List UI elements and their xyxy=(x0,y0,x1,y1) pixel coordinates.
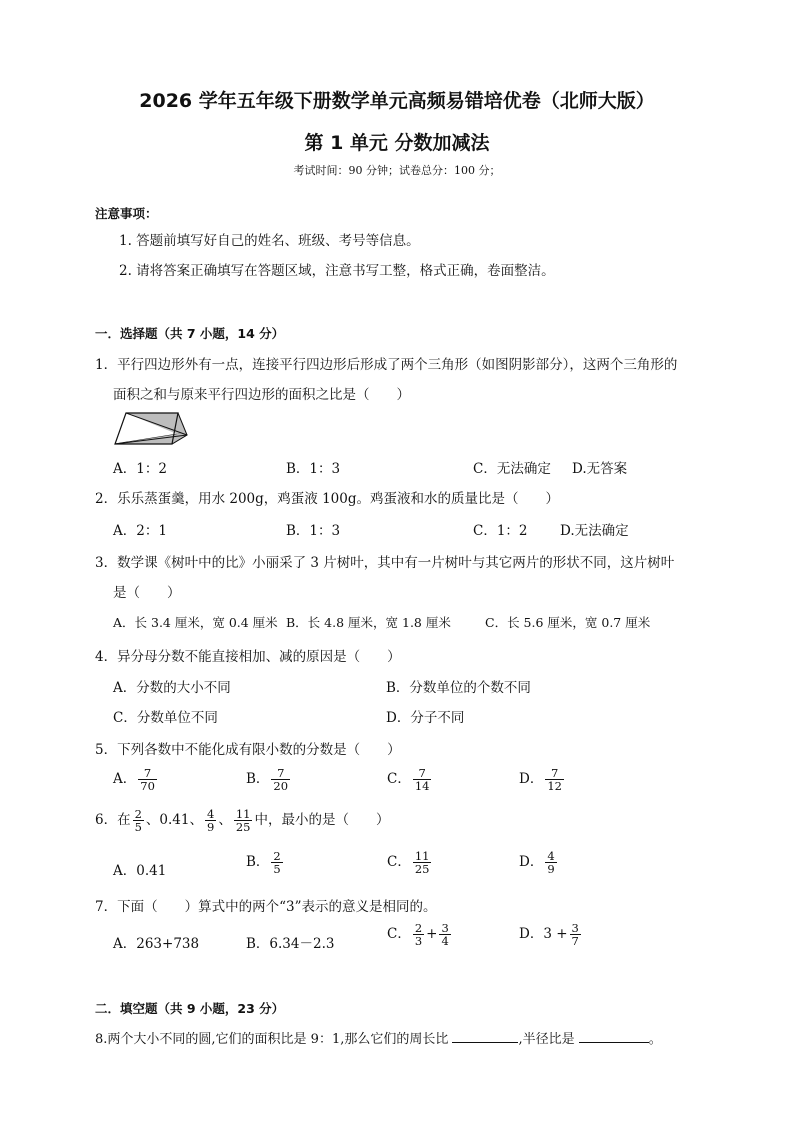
q5-option-a[interactable] xyxy=(113,767,159,792)
q1-option-b[interactable]: B．1：3 xyxy=(286,461,341,477)
q2-option-c[interactable]: C．1：2 xyxy=(473,523,528,539)
text: 8.两个大小不同的圆,它们的面积比是 9：1,那么它们的周长比 xyxy=(95,1032,449,1047)
note-item: 2. 请将答案正确填写在答题区域，注意书写工整，格式正确，卷面整洁。 xyxy=(119,263,555,279)
denominator: 4 xyxy=(441,934,449,948)
page-title: 2026 学年五年级下册数学单元高频易错培优卷（北师大版） xyxy=(139,90,655,112)
denominator: 7 xyxy=(571,934,579,948)
q3-option-c[interactable]: C．长 5.6 厘米，宽 0.7 厘米 xyxy=(485,615,651,630)
numerator: 7 xyxy=(418,766,426,780)
numerator: 2 xyxy=(134,807,142,821)
operator: + xyxy=(426,926,438,942)
note-item: 1. 答题前填写好自己的姓名、班级、考号等信息。 xyxy=(119,233,420,249)
q6-option-d[interactable] xyxy=(519,850,559,875)
text: 中，最小的是（ ） xyxy=(254,812,390,828)
fraction xyxy=(570,922,581,947)
q7-option-c[interactable] xyxy=(387,922,453,947)
q4-option-d[interactable]: D．分子不同 xyxy=(386,710,465,726)
option-letter: D． xyxy=(519,926,544,942)
numerator: 2 xyxy=(414,921,423,935)
question-1-text-cont: 面积之和与原来平行四边形的面积之比是（ ） xyxy=(113,387,410,403)
q5-option-b[interactable] xyxy=(246,767,292,792)
notes-heading: 注意事项： xyxy=(95,206,158,221)
denominator: 12 xyxy=(547,779,562,793)
question-2-text: 2．乐乐蒸蛋羹，用水 200g，鸡蛋液 100g。鸡蛋液和水的质量比是（ ） xyxy=(95,491,559,507)
fraction xyxy=(413,767,432,792)
numerator: 7 xyxy=(277,766,285,780)
fraction xyxy=(271,850,282,875)
text: 、0.41、 xyxy=(145,812,203,828)
fraction xyxy=(271,767,290,792)
fraction xyxy=(545,850,556,875)
parallelogram-figure xyxy=(112,408,190,448)
q6-option-a[interactable] xyxy=(113,859,166,879)
fraction xyxy=(133,808,144,833)
numerator: 7 xyxy=(550,766,559,780)
q6-option-b[interactable] xyxy=(246,850,285,875)
denominator: 25 xyxy=(235,820,251,834)
option-value: 3 + xyxy=(543,926,568,942)
text: 6．在 xyxy=(95,812,131,828)
denominator: 5 xyxy=(273,862,281,876)
fraction xyxy=(413,850,432,875)
q7-option-a[interactable]: A．263+738 xyxy=(113,936,200,952)
numerator: 3 xyxy=(441,921,449,935)
q1-option-c[interactable]: C．无法确定 xyxy=(473,461,551,477)
denominator: 9 xyxy=(206,820,215,834)
question-3-text-cont: 是（ ） xyxy=(113,585,181,601)
q4-option-b[interactable]: B．分数单位的个数不同 xyxy=(386,680,531,696)
q4-option-c[interactable]: C．分数单位不同 xyxy=(113,710,218,726)
text: ,半径比是 xyxy=(518,1032,575,1047)
question-5-text: 5．下列各数中不能化成有限小数的分数是（ ） xyxy=(95,742,401,758)
denominator: 3 xyxy=(414,934,423,948)
q1-option-d[interactable]: D.无答案 xyxy=(572,461,628,477)
text: 、 xyxy=(218,812,232,828)
q2-option-d[interactable]: D.无法确定 xyxy=(560,523,629,539)
fraction xyxy=(205,808,216,833)
q4-option-a[interactable]: A．分数的大小不同 xyxy=(113,680,231,696)
answer-blank[interactable] xyxy=(579,1030,649,1043)
numerator: 2 xyxy=(273,849,281,863)
q3-option-a[interactable]: A．长 3.4 厘米，宽 0.4 厘米 xyxy=(113,615,278,630)
option-letter: A． xyxy=(113,863,137,879)
fraction xyxy=(545,767,564,792)
denominator: 9 xyxy=(547,862,555,876)
option-letter: C． xyxy=(387,926,411,942)
option-letter: C． xyxy=(387,771,411,787)
fraction xyxy=(439,922,450,947)
option-letter: D． xyxy=(519,854,544,870)
option-value: 0.41 xyxy=(136,863,167,879)
q6-option-c[interactable] xyxy=(387,850,433,875)
text: 。 xyxy=(648,1032,662,1047)
option-letter: A． xyxy=(113,771,137,787)
option-letter: C． xyxy=(387,854,411,870)
answer-blank[interactable] xyxy=(452,1030,518,1043)
fraction xyxy=(413,922,424,947)
question-1-text: 1．平行四边形外有一点，连接平行四边形后形成了两个三角形（如图阴影部分），这两个三角形的 xyxy=(95,357,678,373)
fraction xyxy=(138,767,157,792)
option-letter: D． xyxy=(519,771,544,787)
q2-option-a[interactable]: A．2：1 xyxy=(113,523,167,539)
numerator: 4 xyxy=(547,849,555,863)
q3-option-b[interactable]: B．长 4.8 厘米，宽 1.8 厘米 xyxy=(286,615,451,630)
q1-option-a[interactable]: A．1：2 xyxy=(113,461,167,477)
numerator: 11 xyxy=(235,807,251,821)
question-3-text: 3．数学课《树叶中的比》小丽采了 3 片树叶，其中有一片树叶与其它两片的形状不同，这片树叶 xyxy=(95,555,675,571)
q7-option-b[interactable]: B．6.34－2.3 xyxy=(246,936,335,952)
question-8-text xyxy=(95,1028,662,1047)
numerator: 3 xyxy=(571,921,579,935)
numerator: 4 xyxy=(206,807,215,821)
denominator: 20 xyxy=(273,779,289,793)
option-letter: B． xyxy=(246,771,270,787)
page-subtitle: 第 1 单元 分数加减法 xyxy=(304,132,490,154)
denominator: 5 xyxy=(134,820,142,834)
numerator: 11 xyxy=(414,849,430,863)
q5-option-d[interactable] xyxy=(519,767,566,792)
section-heading: 二．填空题（共 9 小题，23 分） xyxy=(95,1001,285,1016)
denominator: 70 xyxy=(140,779,155,793)
q7-option-d[interactable] xyxy=(519,922,583,947)
section-heading: 一．选择题（共 7 小题，14 分） xyxy=(95,326,285,341)
question-6-text xyxy=(95,808,389,833)
q5-option-c[interactable] xyxy=(387,767,433,792)
exam-info: 考试时间：90 分钟；试卷总分：100 分； xyxy=(293,164,501,177)
q2-option-b[interactable]: B．1：3 xyxy=(286,523,341,539)
fraction xyxy=(234,808,253,833)
numerator: 7 xyxy=(143,766,152,780)
option-letter: B． xyxy=(246,854,270,870)
denominator: 14 xyxy=(414,779,430,793)
question-7-text: 7．下面（ ）算式中的两个“3”表示的意义是相同的。 xyxy=(95,899,437,915)
denominator: 25 xyxy=(414,862,430,876)
question-4-text: 4．异分母分数不能直接相加、减的原因是（ ） xyxy=(95,649,401,665)
